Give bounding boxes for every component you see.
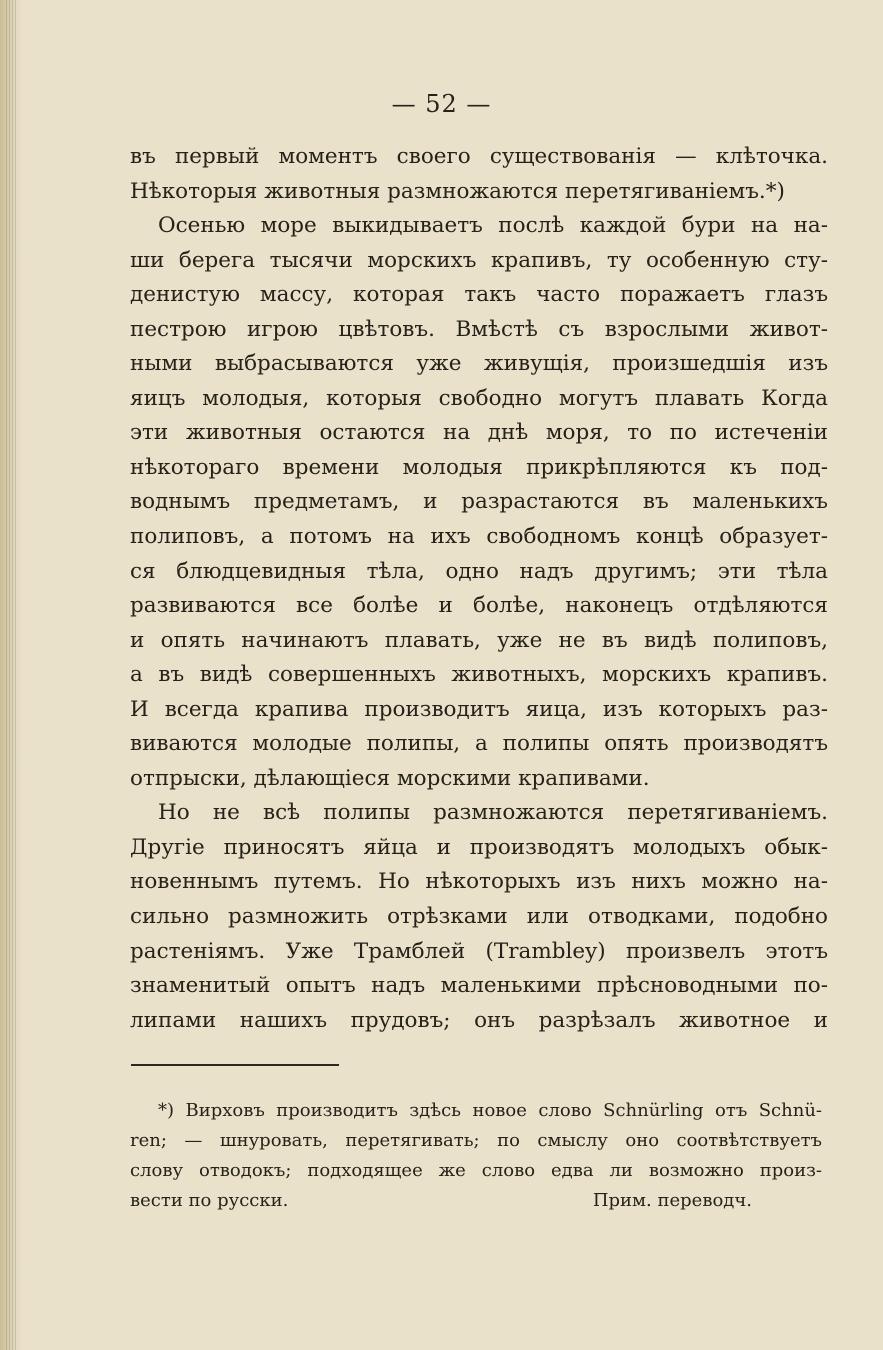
text-line: полиповъ, а потомъ на ихъ свободномъ концѣ образует- — [130, 524, 828, 550]
text-line: Но не всѣ полипы размножаются перетягиваніемъ. — [158, 800, 828, 826]
book-binding-edge — [0, 0, 22, 1350]
footnote-line: слову отводокъ; подходящее же слово едва ли возможно произ- — [130, 1160, 822, 1181]
text-line: ными выбрасываются уже живущія, произшедшія изъ — [130, 351, 828, 377]
text-line: ся блюдцевидныя тѣла, одно надъ другимъ; эти тѣла — [130, 558, 828, 584]
text-line: и опять начинаютъ плавать, уже не въ видѣ полиповъ, — [130, 627, 828, 653]
footnote-line: ren; — шнуровать, перетягивать; по смыслу оно соотвѣтствуетъ — [130, 1130, 822, 1151]
text-line: Другіе приносятъ яйца и производятъ молодыхъ обык- — [130, 834, 828, 860]
page-number: — 52 — — [391, 90, 492, 118]
footnote-last-line-text: вести по русски. — [130, 1190, 289, 1211]
text-line: яицъ молодыя, которыя свободно могутъ плавать Когда — [130, 385, 828, 411]
footnote-line: *) Вирховъ производитъ здѣсь новое слово Schnürling отъ Schnü- — [158, 1100, 822, 1121]
text-line: отпрыски, дѣлающіеся морскими крапивами. — [130, 765, 650, 791]
text-line: развиваются все болѣе и болѣе, наконецъ отдѣляются — [130, 593, 828, 619]
footnote-separator-rule — [131, 1064, 339, 1066]
footnote-block — [130, 1096, 822, 1216]
text-line: пестрою игрою цвѣтовъ. Вмѣстѣ съ взрослыми живот- — [130, 316, 828, 342]
translator-note: Прим. переводч. — [592, 1190, 752, 1211]
text-line: растеніямъ. Уже Трамблей (Trambley) произвелъ этотъ — [130, 938, 828, 964]
text-line: эти животныя остаются на днѣ моря, то по истеченіи — [130, 420, 828, 446]
text-line: виваются молодые полипы, а полипы опять производятъ — [130, 731, 828, 757]
text-line: липами нашихъ прудовъ; онъ разрѣзалъ животное и — [130, 1007, 828, 1033]
text-line: денистую массу, которая такъ часто поражаетъ глазъ — [130, 282, 828, 308]
footnote-last-line — [130, 1186, 822, 1216]
text-line: И всегда крапива производитъ яица, изъ которыхъ раз- — [130, 696, 828, 722]
text-line: воднымъ предметамъ, и разрастаются въ маленькихъ — [130, 489, 828, 515]
text-line: знаменитый опытъ надъ маленькими прѣсноводными по- — [130, 973, 828, 999]
text-line: нѣкотораго времени молодыя прикрѣпляются къ под- — [130, 454, 828, 480]
text-line: новеннымъ путемъ. Но нѣкоторыхъ изъ нихъ можно на- — [130, 869, 828, 895]
binding-texture — [6, 0, 16, 1350]
main-text-block — [130, 140, 828, 1038]
text-line: Нѣкоторыя животныя размножаются перетягиваніемъ.*) — [130, 178, 785, 204]
text-line: ши берега тысячи морскихъ крапивъ, ту особенную сту- — [130, 247, 828, 273]
text-line: Осенью море выкидываетъ послѣ каждой бури на на- — [158, 213, 828, 239]
text-line: въ первый моментъ своего существованія — клѣточка. — [130, 144, 828, 169]
text-line: сильно размножить отрѣзками или отводками, подобно — [130, 904, 828, 930]
text-line: а въ видѣ совершенныхъ животныхъ, морскихъ крапивъ. — [130, 662, 828, 688]
